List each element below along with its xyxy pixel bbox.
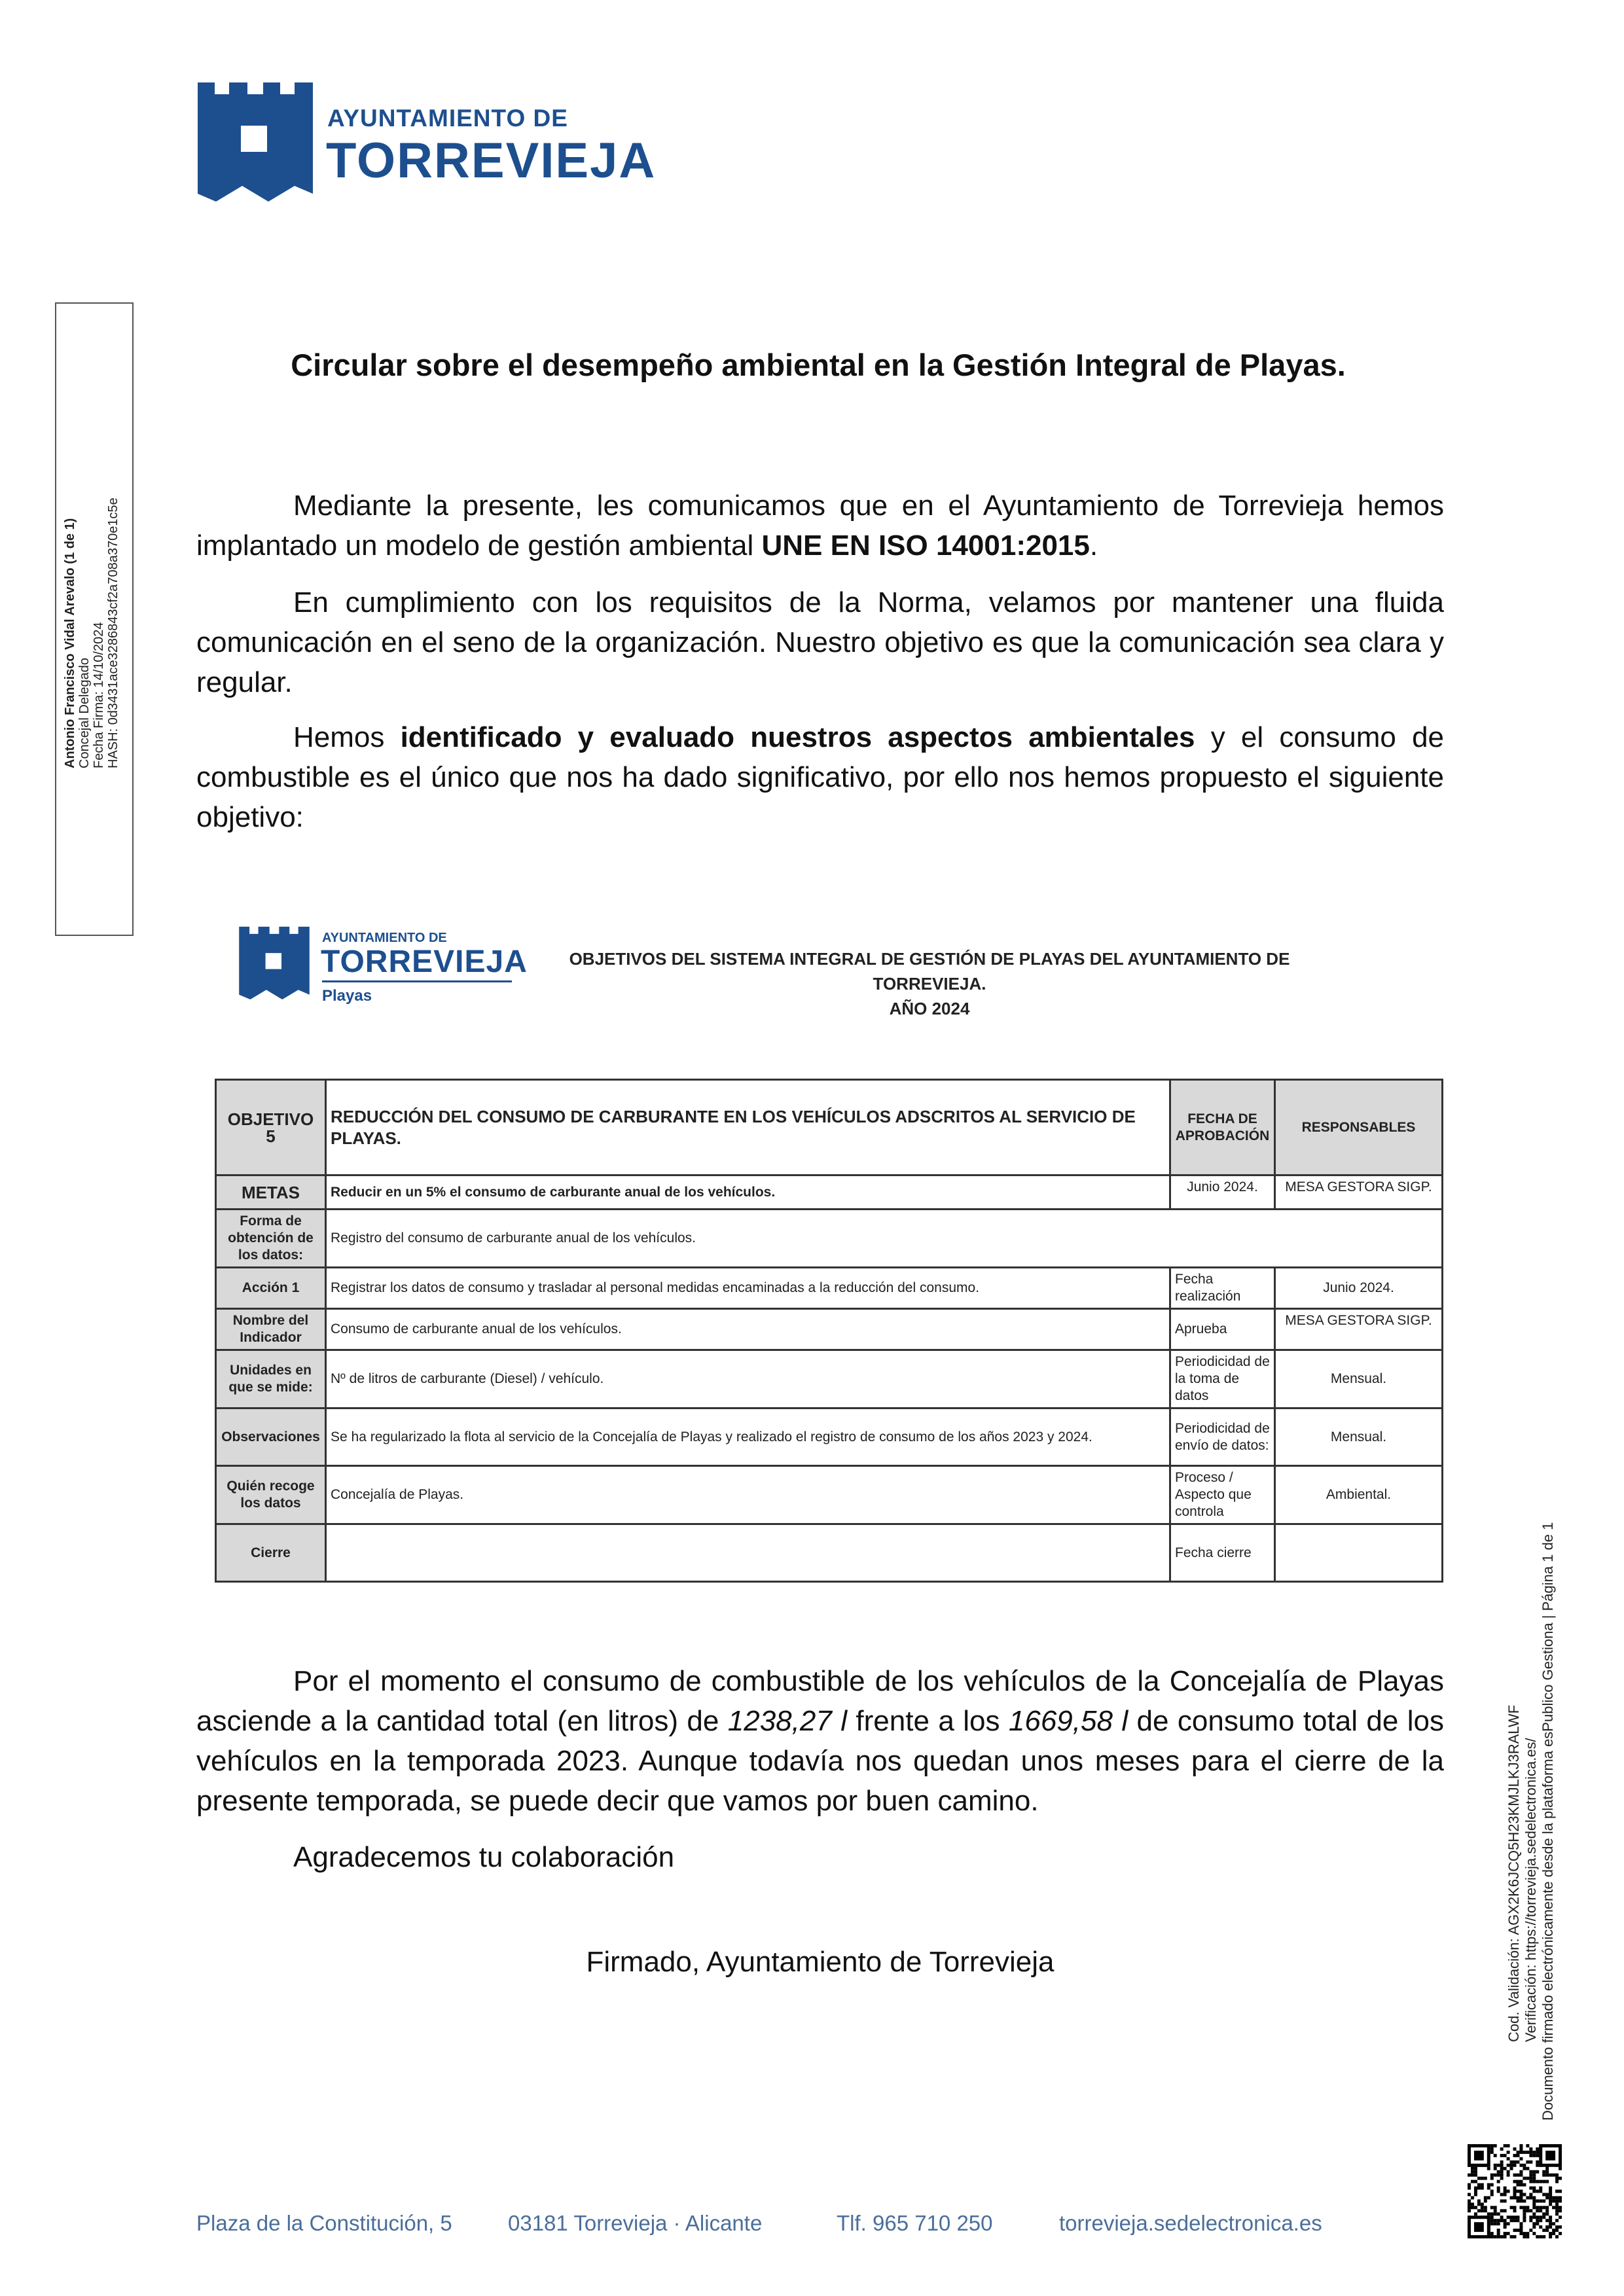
cierre-value: [1275, 1524, 1443, 1582]
unidades-value: Mensual.: [1275, 1350, 1443, 1408]
observaciones-key: Periodicidad de envío de datos:: [1170, 1408, 1275, 1466]
objectives-title: OBJETIVOS DEL SISTEMA INTEGRAL DE GESTIÓN DE PLAYAS DEL AYUNTAMIENTO DE TORREVIEJA. AÑO 2024: [569, 949, 1290, 1018]
table-row: [216, 1175, 1443, 1210]
table-row: [216, 1080, 1443, 1175]
responsables-label: RESPONSABLES: [1275, 1080, 1443, 1175]
forma-label: Forma de obtención de los datos:: [216, 1210, 326, 1268]
signer-role: Concejal Delegado: [77, 657, 92, 768]
quien-value: Ambiental.: [1275, 1466, 1443, 1524]
indicador-key: Aprueba: [1170, 1309, 1275, 1350]
platform-note: Documento firmado electrónicamente desde la plataforma esPublico Gestiona | Página 1 de 1: [1540, 1522, 1556, 2121]
objetivo-text: REDUCCIÓN DEL CONSUMO DE CARBURANTE EN LOS VEHÍCULOS ADSCRITOS AL SERVICIO DE PLAYAS.: [326, 1080, 1170, 1175]
qr-code-icon: [1468, 2144, 1562, 2238]
signed-line: Firmado, Ayuntamiento de Torrevieja: [586, 1946, 1055, 1978]
table-row: [216, 1466, 1443, 1524]
observaciones-text: Se ha regularizado la flota al servicio de la Concejalía de Playas y realizado el registro de consumo de los años 2023 y 2024.: [326, 1408, 1170, 1466]
paragraph-5: Agradecemos tu colaboración: [293, 1841, 675, 1873]
signature-date: Fecha Firma: 14/10/2024: [92, 622, 106, 768]
quien-label: Quién recoge los datos: [216, 1466, 326, 1524]
indicador-value: MESA GESTORA SIGP.: [1275, 1309, 1443, 1350]
fecha-aprobacion-label: FECHA DE APROBACIÓN: [1170, 1080, 1275, 1175]
indicador-text: Consumo de carburante anual de los vehículos.: [326, 1309, 1170, 1350]
quien-key: Proceso / Aspecto que controla: [1170, 1466, 1275, 1524]
playas-logo-line2: TORREVIEJA: [321, 944, 528, 979]
value-2024: 1238,27 l: [727, 1705, 847, 1737]
metas-text: Reducir en un 5% el consumo de carburante anual de los vehículos.: [326, 1175, 1170, 1210]
footer: [196, 2211, 1440, 2237]
forma-text: Registro del consumo de carburante anual de los vehículos.: [326, 1210, 1443, 1268]
quien-text: Concejalía de Playas.: [326, 1466, 1170, 1524]
accion-value: Junio 2024.: [1275, 1268, 1443, 1309]
accion-label: Acción 1: [216, 1268, 326, 1309]
table-row: [216, 1210, 1443, 1268]
footer-address: Plaza de la Constitución, 5: [196, 2211, 452, 2235]
castle-tower-icon: [238, 922, 310, 1001]
signer-name: Antonio Francisco Vidal Arevalo (1 de 1): [63, 518, 77, 768]
metas-fecha: Junio 2024.: [1170, 1175, 1275, 1210]
unidades-key: Periodicidad de la toma de datos: [1170, 1350, 1275, 1408]
validation-code: Cod. Validación: AGX2K6JCQ5H23KMJLKJ3RALWF: [1506, 1704, 1522, 2042]
footer-phone: Tlf. 965 710 250: [837, 2211, 993, 2235]
table-row: [216, 1350, 1443, 1408]
paragraph-2: En cumplimiento con los requisitos de la Norma, velamos por mantener una fluida comunicación en el seno de la organización. Nuestro objetivo es que la comunicación sea clara y regular.: [196, 586, 1444, 698]
unidades-text: Nº de litros de carburante (Diesel) / vehículo.: [326, 1350, 1170, 1408]
playas-logo-line3: Playas: [322, 987, 372, 1005]
cierre-key: Fecha cierre: [1170, 1524, 1275, 1582]
playas-logo: [237, 922, 528, 1007]
logo-line1: AYUNTAMIENTO DE: [327, 105, 568, 132]
objetivo-label: OBJETIVO 5: [216, 1080, 326, 1175]
castle-tower-icon: [196, 77, 314, 202]
value-2023: 1669,58 l: [1008, 1705, 1128, 1737]
document-title: Circular sobre el desempeño ambiental en la Gestión Integral de Playas.: [291, 348, 1346, 382]
metas-label: METAS: [216, 1175, 326, 1210]
logo-underline: [322, 980, 512, 982]
footer-city: 03181 Torrevieja · Alicante: [508, 2211, 763, 2235]
verification-url: Verificación: https://torrevieja.sedelectronica.es/: [1523, 1738, 1539, 2042]
accion-text: Registrar los datos de consumo y trasladar al personal medidas encaminadas a la reducción del consumo.: [326, 1268, 1170, 1309]
table-row: [216, 1309, 1443, 1350]
paragraph-3: Hemos identificado y evaluado nuestros aspectos ambientales y el consumo de combustible es el único que nos ha dado significativo, por ello nos hemos propuesto el siguiente objetivo:: [196, 721, 1445, 833]
objectives-table: [215, 1079, 1443, 1583]
unidades-label: Unidades en que se mide:: [216, 1350, 326, 1408]
logo-line2: TORREVIEJA: [326, 133, 657, 188]
paragraph-1: Mediante la presente, les comunicamos que en el Ayuntamiento de Torrevieja hemos implantado un modelo de gestión ambiental UNE EN ISO 14001:2015.: [196, 490, 1444, 562]
table-row: [216, 1408, 1443, 1466]
observaciones-label: Observaciones: [216, 1408, 326, 1466]
observaciones-value: Mensual.: [1275, 1408, 1443, 1466]
accion-key: Fecha realización: [1170, 1268, 1275, 1309]
indicador-label: Nombre del Indicador: [216, 1309, 326, 1350]
footer-web[interactable]: torrevieja.sedelectronica.es: [1059, 2211, 1322, 2235]
table-row: [216, 1524, 1443, 1582]
table-row: [216, 1268, 1443, 1309]
ayuntamiento-logo: [196, 77, 668, 202]
cierre-label: Cierre: [216, 1524, 326, 1582]
signature-hash: HASH: 0d3431ace3286843cf2a708a370e1c5e: [106, 497, 120, 768]
playas-logo-line1: AYUNTAMIENTO DE: [322, 931, 447, 945]
metas-responsables: MESA GESTORA SIGP.: [1275, 1175, 1443, 1210]
cierre-text: [326, 1524, 1170, 1582]
paragraph-4: Por el momento el consumo de combustible de los vehículos de la Concejalía de Playas asciende a la cantidad total (en litros) de 1238,27 l frente a los 1669,58 l de consumo total de los vehículos en la temporada 2023. Aunque todavía nos quedan unos meses para el cierre de la presente temporada, se puede decir que vamos por buen camino.: [196, 1665, 1445, 1817]
